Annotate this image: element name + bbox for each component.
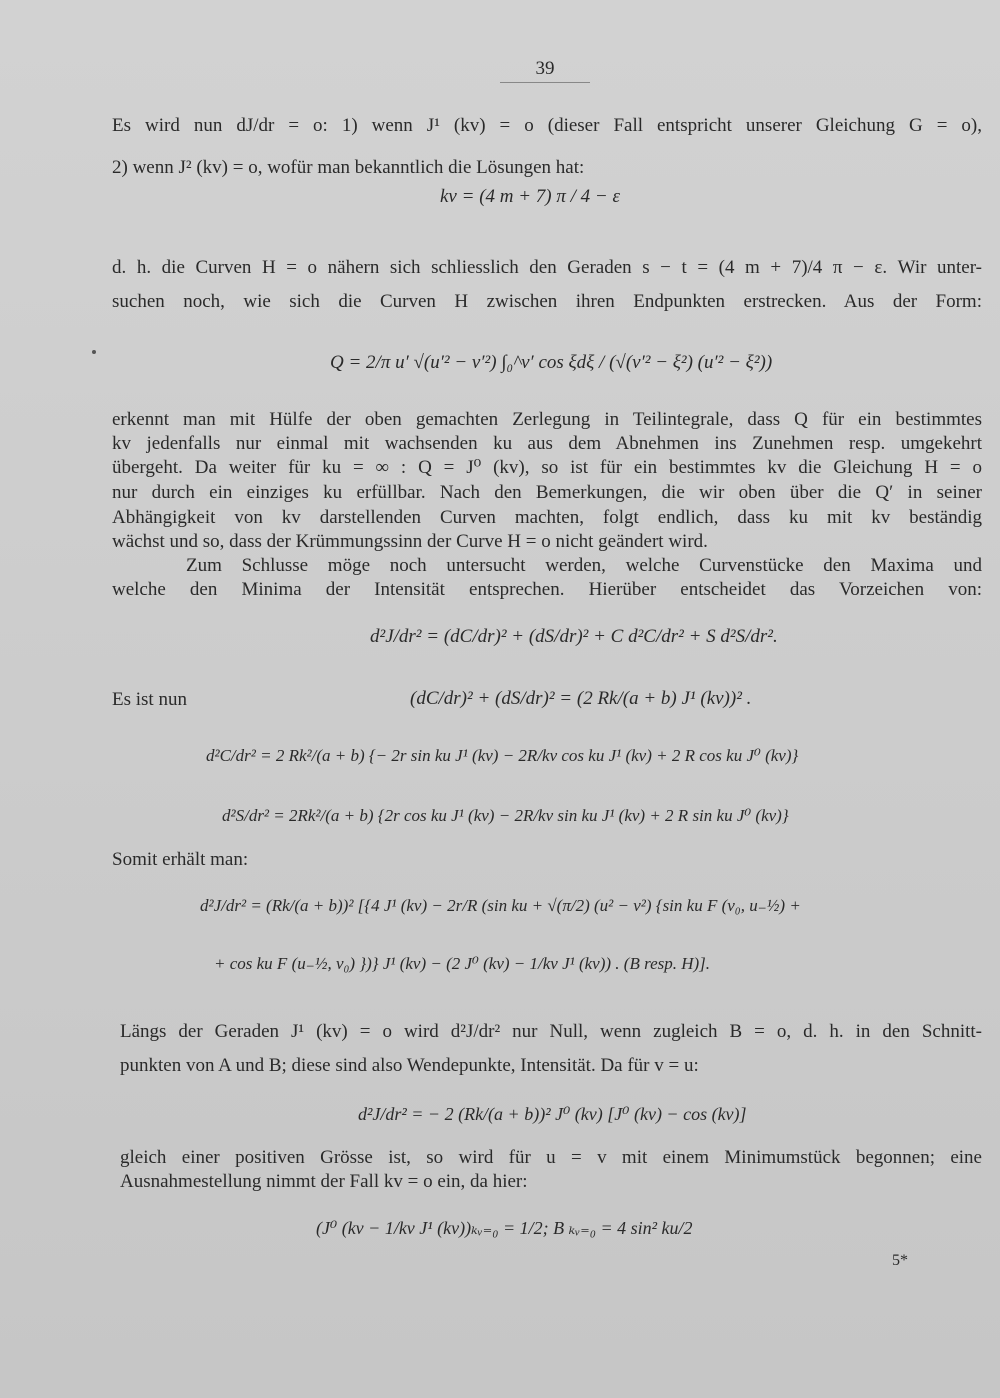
text-line-2: 2) wenn J² (kv) = o, wofür man bekanntlich die Lösungen hat: bbox=[112, 157, 585, 178]
text-line-5: erkennt man mit Hülfe der oben gemachten Zerlegung in Teilintegrale, dass Q für ein bestimmtes bbox=[112, 409, 982, 430]
text-line-11: Zum Schlusse möge noch untersucht werden, welche Curvenstücke den Maxima und bbox=[186, 555, 982, 576]
text-line-13: Es ist nun bbox=[112, 689, 187, 710]
text-line-1: Es wird nun dJ/dr = o: 1) wenn J¹ (kv) = o (dieser Fall entspricht unserer Gleichung G = o), bbox=[112, 115, 982, 136]
equation-result-2: + cos ku F (u₋½, v₀) })} J¹ (kv) − (2 J⁰ (kv) − 1/kv J¹ (kv)) . (B resp. H)]. bbox=[214, 954, 711, 973]
equation-second-derivative: d²J/dr² = (dC/dr)² + (dS/dr)² + C d²C/dr² + S d²S/dr². bbox=[370, 626, 778, 647]
text-line-12: welche den Minima der Intensität entsprechen. Hierüber entscheidet das Vorzeichen von: bbox=[112, 579, 982, 600]
text-line-17: gleich einer positiven Grösse ist, so wird für u = v mit einem Minimumstück begonnen; eine bbox=[120, 1147, 982, 1168]
signature-mark: 5* bbox=[892, 1252, 908, 1269]
page-number: 39 bbox=[500, 58, 590, 83]
text-line-7: übergeht. Da weiter für ku = ∞ : Q = J⁰ (kv), so ist für ein bestimmtes kv die Gleichung H = o bbox=[112, 457, 982, 478]
equation-d2C: d²C/dr² = 2 Rk²/(a + b) {− 2r sin ku J¹ (kv) − 2R/kv cos ku J¹ (kv) + 2 R cos ku J⁰ (kv)} bbox=[206, 746, 799, 765]
text-line-10: wächst und so, dass der Krümmungssinn der Curve H = o nicht geändert wird. bbox=[112, 531, 708, 552]
text-line-15: Längs der Geraden J¹ (kv) = o wird d²J/dr² nur Null, wenn zugleich B = o, d. h. in den Schnitt- bbox=[120, 1021, 982, 1042]
text-line-6: kv jedenfalls nur einmal mit wachsenden ku aus dem Abnehmen ins Zunehmen resp. umgekehrt bbox=[112, 433, 982, 454]
text-line-18: Ausnahmestellung nimmt der Fall kv = o ein, da hier: bbox=[120, 1171, 528, 1192]
text-line-9: Abhängigkeit von kv darstellenden Curven machten, folgt endlich, dass ku mit kv beständig bbox=[112, 507, 982, 528]
equation-first-squares: (dC/dr)² + (dS/dr)² = (2 Rk/(a + b) J¹ (kv))² . bbox=[410, 688, 752, 709]
equation-result-1: d²J/dr² = (Rk/(a + b))² [{4 J¹ (kv) − 2r/R (sin ku + √(π/2) (u² − v²) {sin ku F (v₀, u₋½) + bbox=[200, 896, 801, 915]
equation-d2S: d²S/dr² = 2Rk²/(a + b) {2r cos ku J¹ (kv) − 2R/kv sin ku J¹ (kv) + 2 R sin ku J⁰ (kv)} bbox=[222, 806, 789, 825]
text-line-3: d. h. die Curven H = o nähern sich schliesslich den Geraden s − t = (4 m + 7)/4 π − ε. Wir unter- bbox=[112, 257, 982, 278]
text-line-14: Somit erhält man: bbox=[112, 849, 249, 870]
equation-uv: d²J/dr² = − 2 (Rk/(a + b))² J⁰ (kv) [J⁰ (kv) − cos (kv)] bbox=[358, 1104, 747, 1124]
equation-Q: Q = 2/π u′ √(u′² − v′²) ∫₀^v′ cos ξdξ / (√(v′² − ξ²) (u′² − ξ²)) bbox=[330, 352, 773, 373]
ink-speck bbox=[92, 350, 96, 354]
text-line-16: punkten von A und B; diese sind also Wendepunkte, Intensität. Da für v = u: bbox=[120, 1055, 699, 1076]
equation-kv: kv = (4 m + 7) π / 4 − ε bbox=[440, 186, 620, 207]
text-line-4: suchen noch, wie sich die Curven H zwischen ihren Endpunkten erstrecken. Aus der Form: bbox=[112, 291, 982, 312]
equation-kv-zero: (J⁰ (kv − 1/kv J¹ (kv))ₖᵥ₌₀ = 1/2; B ₖᵥ₌₀ = 4 sin² ku/2 bbox=[316, 1218, 693, 1238]
text-line-8: nur durch ein einziges ku erfüllbar. Nach den Bemerkungen, die wir oben über die Q′ in seiner bbox=[112, 482, 982, 503]
